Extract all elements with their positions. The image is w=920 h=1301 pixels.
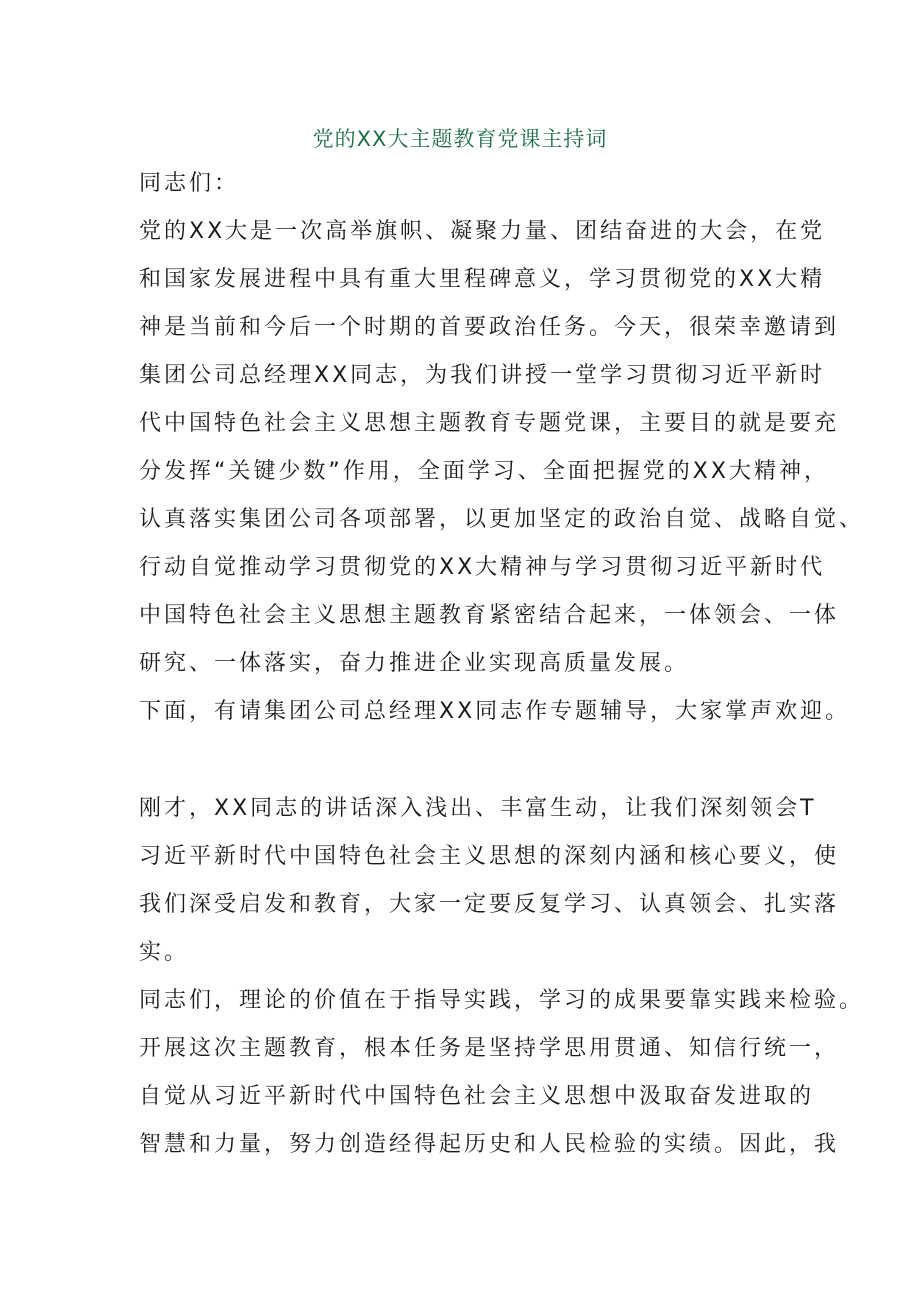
text-line: 神是当前和今后一个时期的首要政治任务。今天，很荣幸邀请到 [139, 315, 840, 340]
text-line: 下面，有请集团公司总经理XX同志作专题辅导，大家掌声欢迎。 [139, 699, 851, 724]
text-line: 习近平新时代中国特色社会主义思想的深刻内涵和核心要义，使 [139, 844, 840, 869]
text-line: 同志们： [139, 171, 240, 196]
text-line: 刚才，XX同志的讲话深入浅出、丰富生动，让我们深刻领会T [139, 796, 817, 821]
text-line: 开展这次主题教育，根本任务是坚持学思用贯通、知信行统一， [139, 1036, 840, 1061]
text-line: 行动自觉推动学习贯彻党的XX大精神与学习贯彻习近平新时代 [139, 555, 826, 580]
text-line: 自觉从习近平新时代中国特色社会主义思想中汲取奋发进取的 [139, 1084, 815, 1109]
text-line: 集团公司总经理XX同志，为我们讲授一堂学习贯彻习近平新时 [139, 363, 826, 388]
text-line: 认真落实集团公司各项部署，以更加坚定的政治自觉、战略自觉、 [139, 507, 865, 532]
text-line: 中国特色社会主义思想主题教育紧密结合起来，一体领会、一体 [139, 603, 840, 628]
text-line: 分发挥“关键少数”作用，全面学习、全面把握党的XX大精神， [139, 459, 829, 484]
text-line: 代中国特色社会主义思想主题教育专题党课，主要目的就是要充 [139, 411, 840, 436]
text-line: 党的XX大是一次高举旗帜、凝聚力量、团结奋进的大会，在党 [139, 219, 826, 244]
text-line: 智慧和力量，努力创造经得起历史和人民检验的实绩。因此，我 [139, 1132, 840, 1157]
text-line: 我们深受启发和教育，大家一定要反复学习、认真领会、扎实落 [139, 892, 840, 917]
text-line: 同志们，理论的价值在于指导实践，学习的成果要靠实践来检验。 [139, 988, 865, 1013]
text-line: 和国家发展进程中具有重大里程碑意义，学习贯彻党的XX大精 [139, 267, 826, 292]
text-line: 研究、一体落实，奋力推进企业实现高质量发展。 [139, 651, 690, 676]
document-title: 党的XX大主题教育党课主持词 [312, 127, 608, 151]
text-line: 实。 [139, 940, 190, 965]
